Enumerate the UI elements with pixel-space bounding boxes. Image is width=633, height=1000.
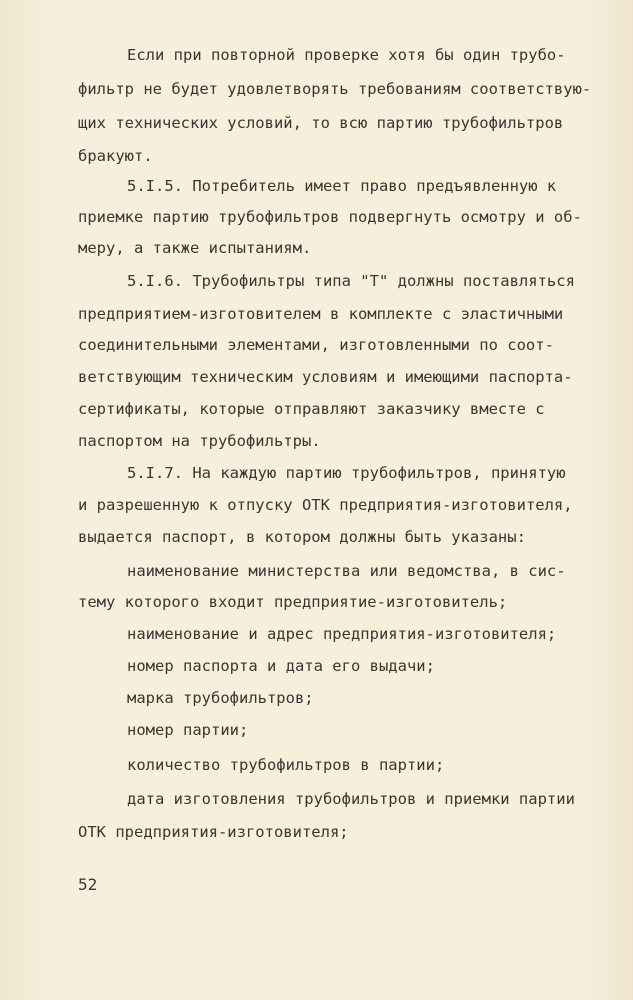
text-line: номер партии; <box>127 721 249 739</box>
text-line: Если при повторной проверке хотя бы один трубо- <box>127 46 566 64</box>
text-line: количество трубофильтров в партии; <box>127 756 445 774</box>
text-line: 5.I.5. Потребитель имеет право предъявленную к <box>127 177 557 195</box>
text-line: фильтр не будет удовлетворять требованиям соответствую- <box>78 80 592 98</box>
text-line: соединительными элементами, изготовленными по соот- <box>78 336 554 354</box>
page-number: 52 <box>78 875 98 894</box>
text-line: марка трубофильтров; <box>127 689 314 707</box>
text-line: 5.I.7. На каждую партию трубофильтров, принятую <box>127 464 566 482</box>
text-line: тему которого входит предприятие-изготовитель; <box>78 593 508 611</box>
text-line: номер паспорта и дата его выдачи; <box>127 657 435 675</box>
text-line: ветствующим техническим условиям и имеющими паспорта- <box>78 368 573 386</box>
text-line: бракуют. <box>78 147 153 165</box>
text-line: ОТК предприятия-изготовителя; <box>78 823 349 841</box>
text-line: 5.I.6. Трубофильтры типа "Т" должны поставляться <box>127 272 575 290</box>
text-line: выдается паспорт, в котором должны быть указаны: <box>78 528 526 546</box>
text-line: сертификаты, которые отправляют заказчику вместе с <box>78 400 545 418</box>
text-line: наименование министерства или ведомства, в сис- <box>127 562 566 580</box>
text-line: наименование и адрес предприятия-изготовителя; <box>127 625 557 643</box>
text-line: меру, а также испытаниям. <box>78 239 312 257</box>
text-line: и разрешенную к отпуску ОТК предприятия-изготовителя, <box>78 496 573 514</box>
text-line: паспортом на трубофильтры. <box>78 432 321 450</box>
text-line: дата изготовления трубофильтров и приемки партии <box>127 790 575 808</box>
text-line: приемке партию трубофильтров подвергнуть осмотру и об- <box>78 208 582 226</box>
text-line: предприятием-изготовителем в комплекте с эластичными <box>78 305 564 323</box>
text-line: щих технических условий, то всю партию трубофильтров <box>78 114 564 132</box>
